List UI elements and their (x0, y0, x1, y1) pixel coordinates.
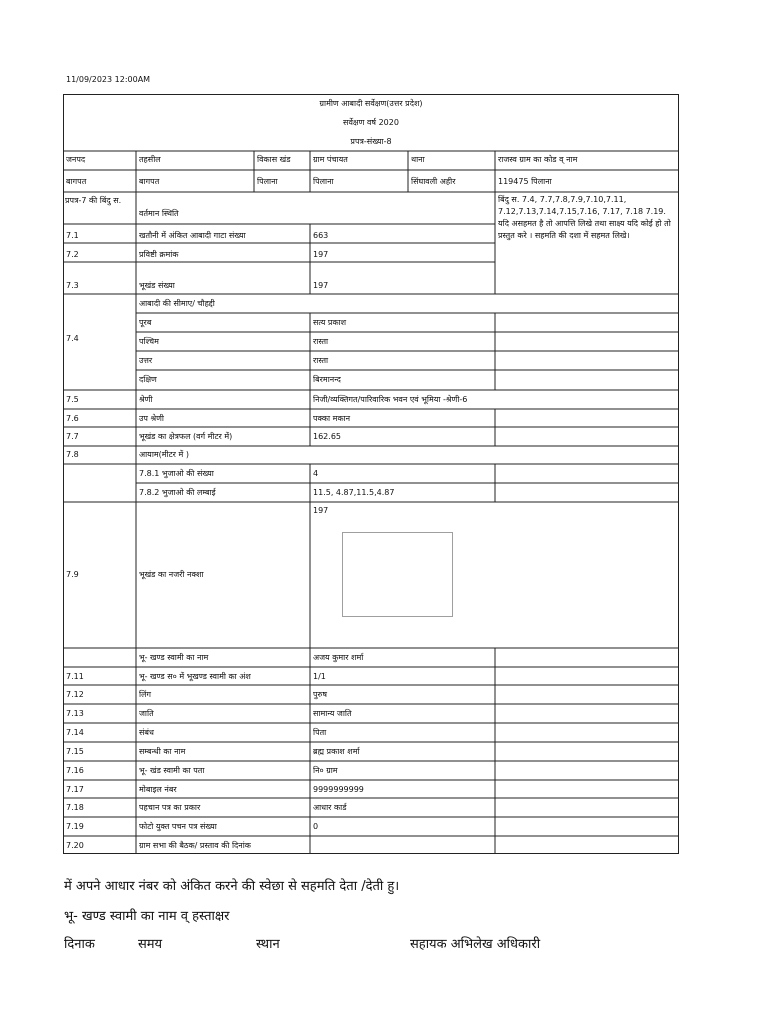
row-7-8-2-value: 11.5, 4.87,11.5,4.87 (313, 488, 395, 497)
janpad-value: बागपत (66, 177, 87, 186)
row-7-4-num: 7.4 (66, 334, 79, 343)
row-7-7-label: भूखंड का क्षेत्रफल (वर्ग मीटर में) (139, 432, 233, 441)
row-7-15-value: ब्रह्म प्रकाश शर्मा (313, 747, 360, 756)
owner-name-value: अजय कुमार शर्मा (313, 653, 364, 662)
gram-panchayat-value: पिलाना (313, 177, 334, 186)
form-title: ग्रामीण आबादी सर्वेक्षण(उत्तर प्रदेश) (319, 99, 423, 108)
row-7-13-label: जाति (139, 709, 154, 718)
row-7-2-label: प्रविष्टी क्रमांक (139, 250, 179, 259)
row-7-9-num: 7.9 (66, 570, 79, 579)
instruction-note: बिंदु स. 7.4, 7.7,7.8,7.9,7.10,7.11, 7.12,7.13,7.14,7.15,7.16, 7.17, 7.18 7.19. यदि असहमत है तो आपत्ति लिखे तथा साक्ष्य यदि कोई हो तो प्रस्तुत करे । सहमति की दशा में सहमत लिखे। (498, 195, 671, 240)
row-7-20-label: ग्राम सभा की बैठक/ प्रस्ताव की दिनांक (139, 841, 251, 850)
row-7-1-num: 7.1 (66, 231, 79, 240)
col-vikas-khand: विकास खंड (257, 155, 291, 164)
form-number: प्रपत्र-संख्या-8 (350, 137, 392, 146)
owner-signature-label: भू- खण्ड स्वामी का नाम व् हस्ताक्षर (64, 909, 230, 924)
print-timestamp: 11/09/2023 12:00AM (66, 75, 151, 84)
row-7-8-1-label: 7.8.1 भुजाओ की संख्या (139, 469, 214, 478)
row-7-16-num: 7.16 (66, 766, 84, 775)
boundary-south-value: बिरमानन्द (313, 375, 341, 384)
row-7-11-value: 1/1 (313, 672, 326, 681)
row-7-15-num: 7.15 (66, 747, 84, 756)
boundary-west-value: रास्ता (313, 337, 329, 346)
row-7-6-value: पक्का मकान (313, 414, 351, 423)
col-thana: थाना (411, 155, 425, 164)
row-7-17-num: 7.17 (66, 785, 84, 794)
place-label: स्थान (256, 937, 280, 952)
row-7-18-num: 7.18 (66, 803, 84, 812)
row-7-13-num: 7.13 (66, 709, 84, 718)
row-7-1-label: खतौनी में अंकित आबादी गाटा संख्या (139, 231, 246, 240)
row-7-20-num: 7.20 (66, 841, 84, 850)
row-7-3-value: 197 (313, 281, 329, 290)
boundary-north-label: उत्तर (139, 356, 153, 365)
row-7-14-label: संबंध (139, 728, 154, 737)
row-7-7-value: 162.65 (313, 432, 341, 441)
boundary-south-label: दक्षिण (139, 375, 157, 384)
row-7-19-label: फोटो युक्त पचन पत्र संख्या (139, 822, 217, 831)
row-7-16-value: नि० ग्राम (313, 766, 338, 775)
row-7-14-num: 7.14 (66, 728, 84, 737)
rajasva-gram-value: 119475 पिलाना (498, 177, 552, 186)
row-7-4-label: आबादी की सीमाए/ चौहद्दी (139, 299, 215, 308)
row-7-8-1-value: 4 (313, 469, 319, 478)
row-7-14-value: पिता (313, 728, 327, 737)
survey-year: सर्वेक्षण वर्ष 2020 (343, 118, 399, 127)
col-janpad: जनपद (66, 155, 86, 164)
date-label: दिनाक (64, 937, 95, 952)
boundary-west-label: पश्चिम (139, 337, 159, 346)
row-7-15-label: सम्बन्धी का नाम (139, 747, 186, 756)
vartaman-sthiti: वर्तमान स्थिति (139, 209, 179, 218)
row-7-9-value: 197 (313, 506, 329, 515)
row-7-5-label: श्रेणी (139, 395, 153, 404)
col-tehsil: तहसील (139, 155, 161, 164)
boundary-north-value: रास्ता (313, 356, 329, 365)
row-7-8-num: 7.8 (66, 450, 79, 459)
boundary-east-label: पूरब (139, 318, 152, 327)
row-7-13-value: सामान्य जाति (313, 709, 352, 718)
row-7-12-label: लिंग (139, 690, 151, 699)
row-7-9-label: भूखंड का नजरी नक्शा (139, 570, 204, 579)
prapatra-label: प्रपत्र-7 की बिंदु स. (65, 196, 122, 205)
row-7-11-label: भू- खण्ड स० में भूखण्ड स्वामी का अंश (139, 672, 251, 681)
time-label: समय (138, 937, 163, 952)
boundary-east-value: सत्य प्रकाश (313, 318, 347, 327)
owner-name-label: भू- खण्ड स्वामी का नाम (139, 653, 209, 662)
row-7-3-num: 7.3 (66, 281, 79, 290)
row-7-16-label: भू- खंड स्वामी का पता (139, 766, 205, 775)
row-7-5-value: निजी/व्यक्तिगत/पारिवारिक भवन एवं भूमिया -श्रेणी-6 (313, 395, 468, 404)
row-7-19-value: 0 (313, 822, 319, 831)
aadhaar-consent-text: में अपने आधार नंबर को अंकित करने की स्वेछा से सहमति देता /देती हु। (64, 879, 400, 894)
row-7-18-label: पहचान पत्र का प्रकार (139, 803, 201, 812)
row-7-8-2-label: 7.8.2 भुजाओ की लम्बाई (139, 488, 216, 497)
row-7-17-value: 9999999999 (313, 785, 364, 794)
row-7-5-num: 7.5 (66, 395, 79, 404)
col-rajasva-gram: राजस्व ग्राम का कोड व् नाम (498, 155, 578, 164)
row-7-7-num: 7.7 (66, 432, 79, 441)
officer-label: सहायक अभिलेख अधिकारी (410, 937, 541, 952)
row-7-12-value: पुरुष (313, 690, 327, 699)
col-gram-panchayat: ग्राम पंचायत (313, 155, 348, 164)
row-7-19-num: 7.19 (66, 822, 84, 831)
row-7-2-value: 197 (313, 250, 329, 259)
tehsil-value: बागपत (139, 177, 160, 186)
row-7-18-value: आधार कार्ड (313, 803, 347, 812)
row-7-3-label: भूखंड संख्या (139, 281, 175, 290)
row-7-6-label: उप श्रेणी (139, 414, 164, 423)
row-7-1-value: 663 (313, 231, 329, 240)
thana-value: सिंघावली अहीर (411, 177, 456, 186)
row-7-11-num: 7.11 (66, 672, 84, 681)
row-7-8-label: आयाम(मीटर में ) (139, 450, 189, 459)
survey-form-table (63, 94, 679, 854)
vikas-khand-value: पिलाना (257, 177, 278, 186)
row-7-17-label: मोबाइल नंबर (139, 785, 177, 794)
row-7-12-num: 7.12 (66, 690, 84, 699)
row-7-6-num: 7.6 (66, 414, 79, 423)
row-7-2-num: 7.2 (66, 250, 79, 259)
